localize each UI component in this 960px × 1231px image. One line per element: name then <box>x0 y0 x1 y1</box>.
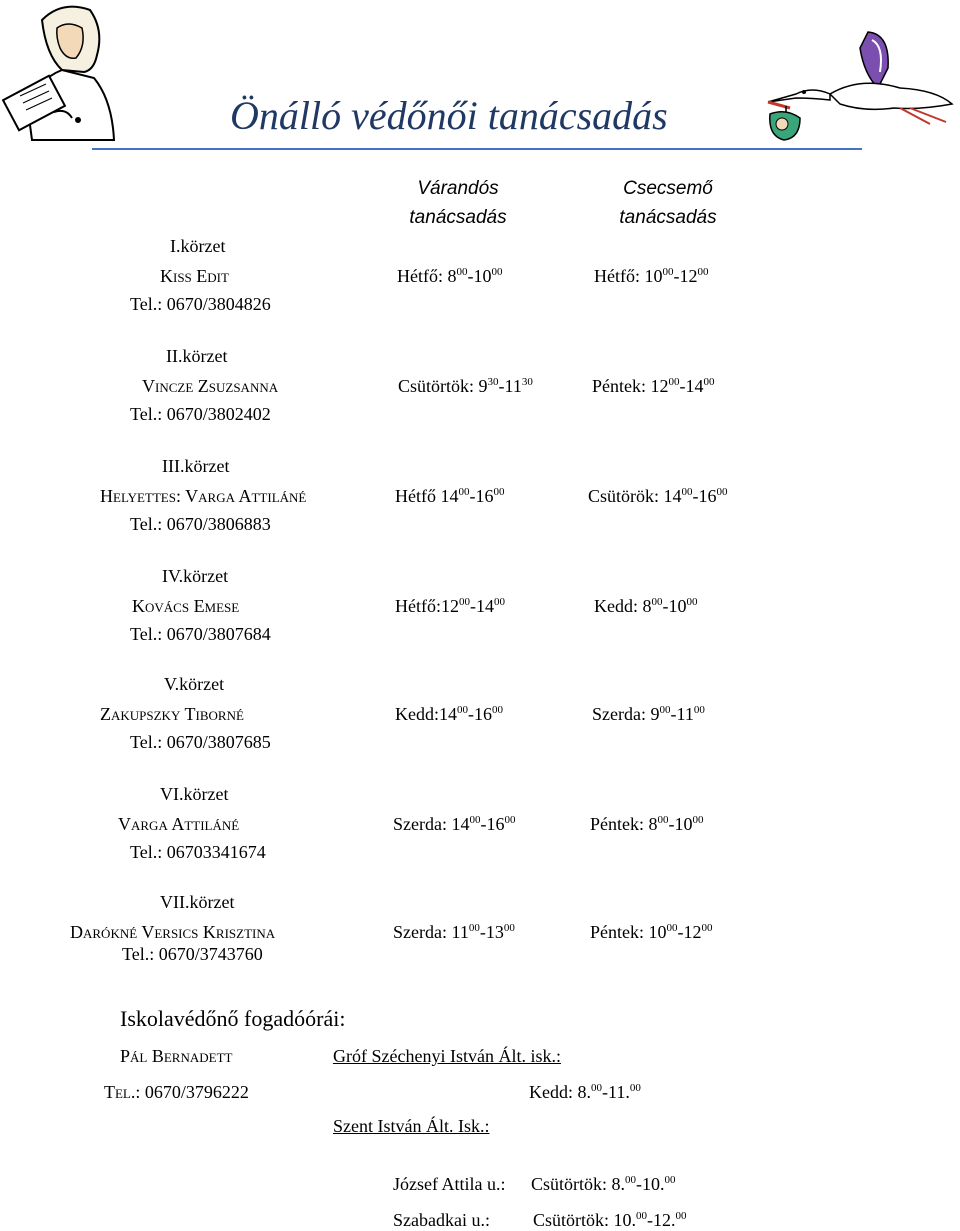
title-underline <box>92 148 862 150</box>
infant-column-header <box>586 174 750 232</box>
prenatal-hours: $Hétfő:12^{00}-14^{00}$ <box>395 596 505 616</box>
infant-hours: Hétfő: $10^{00}-12^{00}$ <box>594 266 709 286</box>
phone-number: Tel.: 0670/3804826 <box>130 294 271 314</box>
district-name: III.körzet <box>162 456 230 476</box>
nurse-name: Varga Attiláné <box>118 814 240 834</box>
phone-number: Tel.: 0670/3743760 <box>122 944 263 964</box>
nurse-name: Vincze Zsuzsanna <box>142 376 279 396</box>
prenatal-hours: Hétfő: $8^{00}-10^{00}$ <box>397 266 503 286</box>
street-label: József Attila u.: <box>393 1174 506 1194</box>
infant-hours: Csütörök: $14^{00}-16^{00}$ <box>588 486 728 506</box>
district-name: VI.körzet <box>160 784 229 804</box>
school-nurse-phone: Tel.: 0670/3796222 <box>104 1082 249 1102</box>
infant-hours: Szerda: $9^{00}-11^{00}$ <box>592 704 705 724</box>
stork-with-baby-icon <box>760 28 956 150</box>
school-nurse-title: Iskolavédőnő fogadóórái: <box>120 1006 346 1031</box>
page-title: Önálló védőnői tanácsadás <box>230 93 668 138</box>
school-nurse-name: Pál Bernadett <box>120 1046 233 1066</box>
district-name: II.körzet <box>166 346 228 366</box>
infant-hours: Péntek: $12^{00}-14^{00}$ <box>592 376 715 396</box>
phone-number: Tel.: 0670/3807684 <box>130 624 271 644</box>
district-name: I.körzet <box>170 236 226 256</box>
prenatal-header-line1: Várandós <box>417 178 499 199</box>
school-hours: Kedd: 8.00-11.00 <box>529 1082 641 1102</box>
district-name: IV.körzet <box>162 566 229 586</box>
phone-number: Tel.: 0670/3802402 <box>130 404 271 424</box>
nurse-with-clipboard-icon <box>2 0 127 142</box>
prenatal-hours: Csütörtök: $9^{30}-11^{30}$ <box>398 376 533 396</box>
nurse-name: Kiss Edit <box>160 266 229 286</box>
nurse-name: Kovács Emese <box>132 596 240 616</box>
infant-hours: Péntek: $10^{00}-12^{00}$ <box>590 922 713 942</box>
district-name: VII.körzet <box>160 892 235 912</box>
phone-number: Tel.: 0670/3806883 <box>130 514 271 534</box>
district-name: V.körzet <box>164 674 225 694</box>
school-name: Gróf Széchenyi István Ált. isk.: <box>333 1046 561 1066</box>
nurse-name: Zakupszky Tiborné <box>100 704 244 724</box>
prenatal-hours: Szerda: $14^{00}-16^{00}$ <box>393 814 516 834</box>
school-name: Szent István Ált. Isk.: <box>333 1116 490 1136</box>
prenatal-hours: $Kedd:14^{00}-16^{00}$ <box>395 704 503 724</box>
phone-number: Tel.: 06703341674 <box>130 842 266 862</box>
nurse-name: Darókné Versics Krisztina <box>70 922 276 942</box>
infant-hours: Péntek: $8^{00}-10^{00}$ <box>590 814 704 834</box>
prenatal-header-line2: tanácsadás <box>409 207 507 228</box>
street-hours: Csütörtök: 10.00-12.00 <box>533 1210 687 1230</box>
infant-hours: Kedd: $8^{00}-10^{00}$ <box>594 596 698 616</box>
prenatal-column-header <box>376 174 540 232</box>
phone-number: Tel.: 0670/3807685 <box>130 732 271 752</box>
nurse-name: Helyettes: Varga Attiláné <box>100 486 307 506</box>
prenatal-hours: Hétfő $14^{00}-16^{00}$ <box>395 486 505 506</box>
infant-header-line2: tanácsadás <box>619 207 717 228</box>
street-label: Szabadkai u.: <box>393 1210 490 1230</box>
infant-header-line1: Csecsemő <box>623 178 713 199</box>
street-hours: Csütörtök: 8.00-10.00 <box>531 1174 676 1194</box>
prenatal-hours: Szerda: $11^{00}-13^{00}$ <box>393 922 515 942</box>
